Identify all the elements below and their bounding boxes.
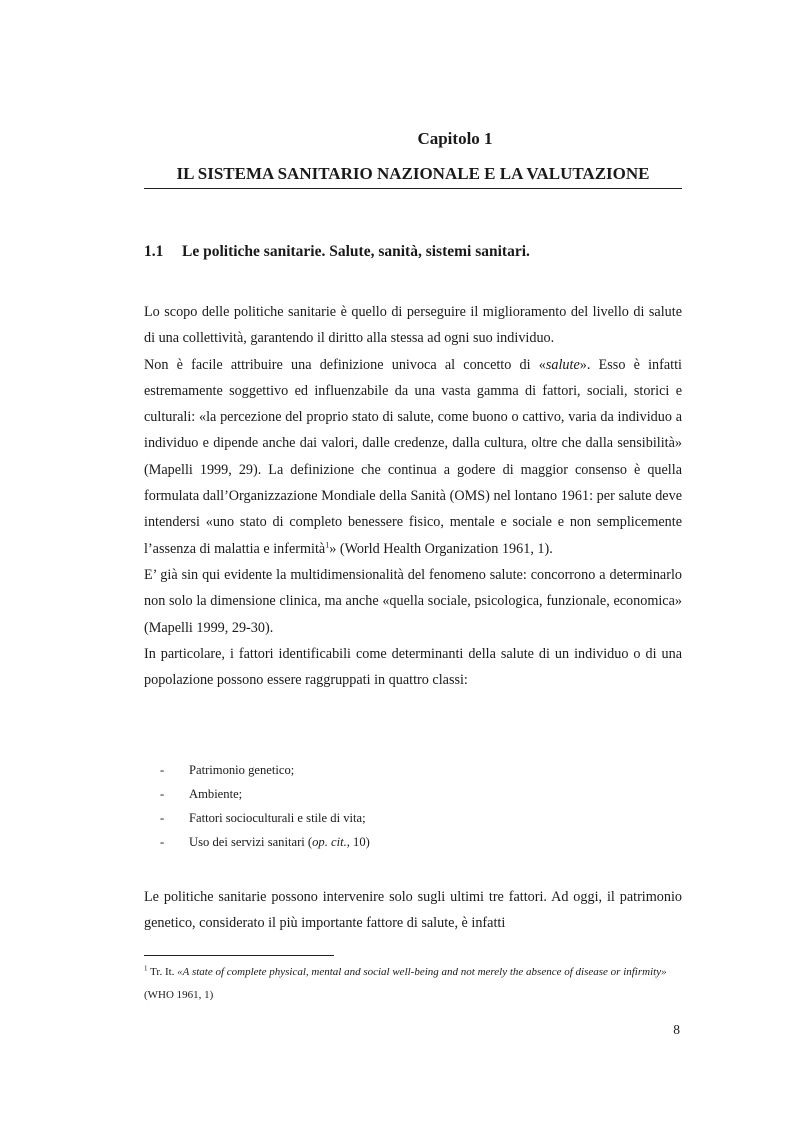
body-text bbox=[144, 299, 682, 693]
paragraph-2-part-b: ». Esso è infatti estremamente soggettivo ed influenzabile da una vasta gamma di fattori, sociali, storici e culturali: «la percezione del proprio stato di salute, come buono o cattivo, varia da individuo a individuo e dipende anche dai valori, dalle credenze, dalla cultura, oltre che dalla sensibilità» (Mapelli 1999, 29). La definizione che continua a godere di maggior consenso è quella formulata dall’Organizzazione Mondiale della Sanità (OMS) nel lontano 1961: per salute deve intendersi «uno stato di completo benessere fisico, mentale e sociale e non semplicemente l’assenza di malattia e infermità bbox=[144, 356, 682, 557]
paragraph-2-part-a: Non è facile attribuire una definizione univoca al concetto di « bbox=[144, 356, 546, 373]
section-heading bbox=[144, 243, 682, 261]
list-item bbox=[160, 758, 680, 782]
footnote-mark: 1 bbox=[144, 964, 148, 973]
list-item bbox=[160, 806, 680, 830]
citation-op-cit: op. cit., bbox=[312, 835, 350, 849]
footnote-divider bbox=[144, 955, 334, 956]
list-item bbox=[160, 782, 680, 806]
list-dash: - bbox=[160, 835, 165, 849]
paragraph-4: In particolare, i fattori identificabili come determinanti della salute di un individuo o di una popolazione possono essere raggruppati in quattro classi: bbox=[144, 645, 682, 689]
list-item-text: Fattori socioculturali e stile di vita; bbox=[189, 811, 366, 825]
paragraph-3: E’ già sin qui evidente la multidimensionalità del fenomeno salute: concorrono a determinarlo non solo la dimensione clinica, ma anche «quella sociale, psicologica, funzionale, economica» (Mapelli 1999, 29-30). bbox=[144, 566, 682, 636]
paragraph-1: Lo scopo delle politiche sanitarie è quello di perseguire il miglioramento del livello di salute di una collettività, garantendo il diritto alla stessa ad ogni suo individuo. bbox=[144, 304, 682, 347]
list-item-text bbox=[189, 830, 370, 854]
list-dash: - bbox=[160, 763, 165, 777]
footnote bbox=[144, 961, 682, 1007]
footnote-reference[interactable]: 1 bbox=[325, 539, 330, 549]
section-number: 1.1 bbox=[144, 243, 164, 260]
list-item-text: Ambiente; bbox=[189, 787, 243, 801]
list-item-text: Patrimonio genetico; bbox=[189, 763, 295, 777]
paragraph-2 bbox=[144, 352, 682, 562]
footnote-source: (WHO 1961, 1) bbox=[144, 989, 214, 1001]
list-item-text-b: 10) bbox=[349, 835, 370, 849]
chapter-title: IL SISTEMA SANITARIO NAZIONALE E LA VALUTAZIONE bbox=[144, 164, 682, 189]
list-dash: - bbox=[160, 811, 165, 825]
list-item-text-a: Uso dei servizi sanitari ( bbox=[189, 835, 313, 849]
list-dash: - bbox=[160, 787, 165, 801]
paragraph-2-part-c: » (World Health Organization 1961, 1). bbox=[329, 540, 553, 557]
list-item bbox=[160, 830, 680, 854]
chapter-label: Capitolo 1 bbox=[417, 129, 493, 148]
determinants-list bbox=[160, 758, 680, 854]
page-number: 8 bbox=[673, 1022, 680, 1037]
term-salute: salute bbox=[545, 356, 580, 373]
footnote-quote: «A state of complete physical, mental and social well-being and not merely the absence of disease or infirmity» bbox=[177, 966, 667, 978]
footnote-prefix: Tr. It. bbox=[147, 966, 178, 978]
body-text-continued bbox=[144, 884, 682, 937]
paragraph-5: Le politiche sanitarie possono intervenire solo sugli ultimi tre fattori. Ad oggi, il patrimonio genetico, considerato il più importante fattore di salute, è infatti bbox=[144, 889, 682, 932]
section-title: Le politiche sanitarie. Salute, sanità, sistemi sanitari. bbox=[182, 243, 530, 260]
